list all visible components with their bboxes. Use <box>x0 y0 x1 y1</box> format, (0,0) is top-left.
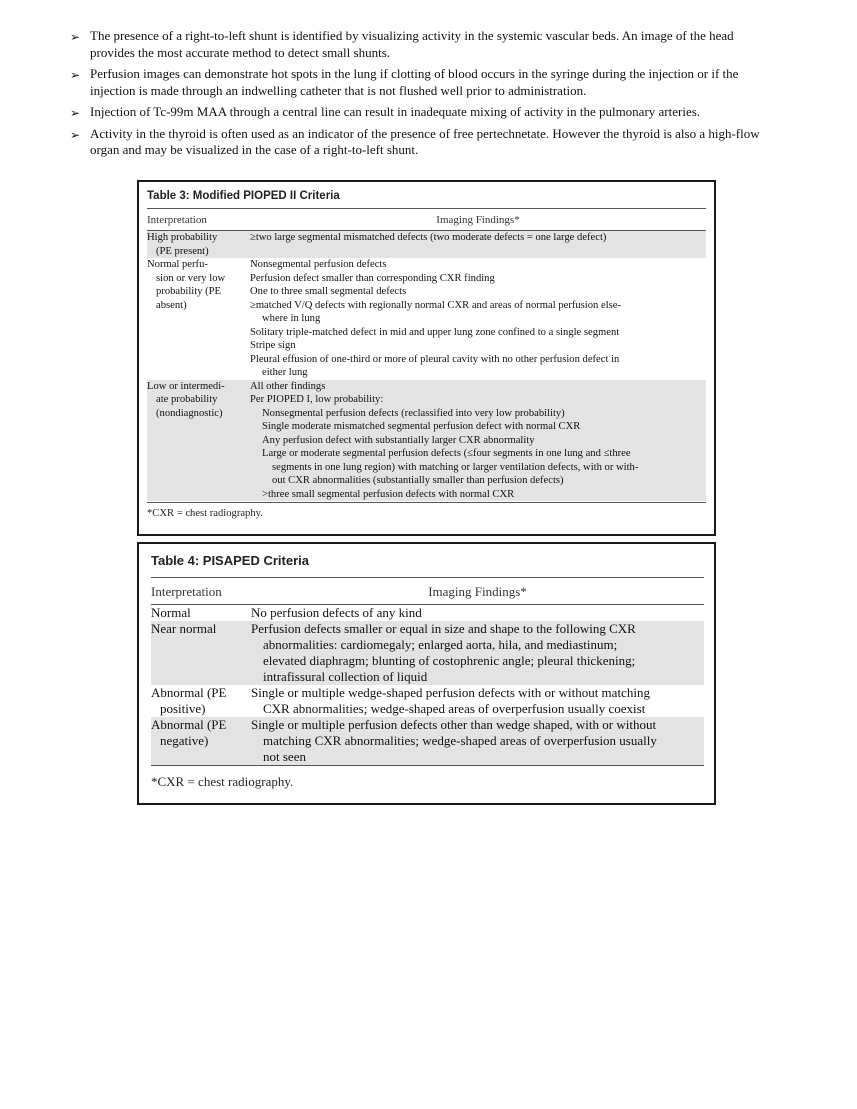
interpretation-cell <box>151 605 251 621</box>
finding-text: elevated diaphragm; blunting of costophrenic angle; pleural thickening; <box>263 653 636 668</box>
findings-cell <box>251 605 704 621</box>
finding-text: segments in one lung region) with matching or larger ventilation defects, with or with- <box>272 461 639 473</box>
table-header-row <box>151 577 704 605</box>
findings-cell <box>251 685 704 717</box>
finding-text: matching CXR abnormalities; wedge-shaped areas of overperfusion usually <box>263 733 657 748</box>
bullet-text-line: organ and may be visualized in the case of a right-to-left shunt. <box>90 142 419 157</box>
interpretation-text: (nondiagnostic) <box>156 407 223 419</box>
interpretation-text: Near normal <box>151 621 217 636</box>
interpretation-text: Abnormal (PE <box>151 685 227 700</box>
findings-cell <box>251 717 704 765</box>
interpretation-text: Normal perfu- <box>147 259 208 270</box>
finding-text: abnormalities: cardiomegaly; enlarged aorta, hila, and mediastinum; <box>263 637 618 652</box>
column-header-findings: Imaging Findings* <box>428 584 527 599</box>
finding-text: Single or multiple perfusion defects other than wedge shaped, with or without <box>251 717 657 732</box>
interpretation-cell <box>151 685 251 717</box>
finding-text: One to three small segmental defects <box>250 286 407 297</box>
finding-text: Nonsegmental perfusion defects <box>250 259 387 270</box>
interpretation-text: High probability <box>147 232 218 243</box>
findings-cell <box>251 621 704 685</box>
bullet-text-line: provides the most accurate method to detect small shunts. <box>90 44 391 60</box>
finding-text: >three small segmental perfusion defects with normal CXR <box>262 488 515 500</box>
interpretation-text: ate probability <box>156 394 218 405</box>
bullet-text-line: Perfusion images can demonstrate hot spots in the lung if clotting of blood occurs in the syringe during the injection or if the <box>90 66 739 81</box>
bullet-text-line: The presence of a right-to-left shunt is identified by visualizing activity in the systemic vascular beds. An image of the head <box>90 28 734 43</box>
finding-text: Single moderate mismatched segmental perfusion defect with normal CXR <box>262 421 581 432</box>
findings-cell <box>250 380 706 502</box>
interpretation-text: Low or intermedi- <box>147 380 225 392</box>
column-header-interpretation: Interpretation <box>147 214 207 226</box>
finding-text: Perfusion defects smaller or equal in size and shape to the following CXR <box>251 621 636 636</box>
findings-cell <box>250 231 706 258</box>
arrow-bullet-icon: ➢ <box>70 68 81 82</box>
finding-text: CXR abnormalities; wedge-shaped areas of overperfusion usually coexist <box>263 701 646 716</box>
interpretation-text: Abnormal (PE <box>151 717 227 732</box>
table-header-row <box>147 208 706 231</box>
column-header-interpretation: Interpretation <box>151 584 222 599</box>
bullet-text-line: injection is made through an indwelling catheter that is not flushed well prior to administration. <box>90 82 587 98</box>
finding-text: ≥matched V/Q defects with regionally normal CXR and areas of normal perfusion else- <box>250 299 621 311</box>
finding-text: Large or moderate segmental perfusion defects (≤four segments in one lung and ≤three <box>262 448 631 459</box>
finding-text: out CXR abnormalities (substantially smaller than perfusion defects) <box>272 475 564 486</box>
interpretation-cell <box>147 258 250 380</box>
finding-text: All other findings <box>250 380 326 392</box>
finding-text: Stripe sign <box>250 340 296 351</box>
finding-text: intrafissural collection of liquid <box>263 669 428 684</box>
table-row <box>151 621 704 685</box>
finding-text: not seen <box>263 749 306 764</box>
finding-text: Perfusion defect smaller than corresponding CXR finding <box>250 272 495 284</box>
bullet-item <box>70 28 815 61</box>
finding-text: Pleural effusion of one-third or more of pleural cavity with no other perfusion defect in <box>250 353 620 365</box>
table-row <box>147 380 706 502</box>
bullet-item <box>70 104 815 121</box>
finding-text: ≥two large segmental mismatched defects (two moderate defects = one large defect) <box>250 232 607 243</box>
table-modified-pioped-ii <box>137 180 716 536</box>
bullet-text-line: Activity in the thyroid is often used as an indicator of the presence of free pertechnetate. However the thyroid is also a high-flow <box>90 125 760 141</box>
arrow-bullet-icon: ➢ <box>70 106 81 120</box>
table-footnote: *CXR = chest radiography. <box>151 765 704 790</box>
interpretation-text: probability (PE <box>156 286 222 297</box>
table-title: Table 4: PISAPED Criteria <box>151 553 309 568</box>
interpretation-text: (PE present) <box>156 245 209 257</box>
finding-text: Solitary triple-matched defect in mid and upper lung zone confined to a single segment <box>250 326 620 338</box>
table-row <box>151 717 704 765</box>
bullet-item <box>70 126 815 159</box>
arrow-bullet-icon: ➢ <box>70 127 81 142</box>
interpretation-cell <box>147 380 250 502</box>
table-body <box>151 605 704 765</box>
finding-text: Per PIOPED I, low probability: <box>250 394 384 405</box>
table-footnote: *CXR = chest radiography. <box>147 502 706 519</box>
table-row <box>147 231 706 258</box>
finding-text: Single or multiple wedge-shaped perfusion defects with or without matching <box>251 685 650 700</box>
bullet-list <box>70 28 815 164</box>
findings-cell <box>250 258 706 380</box>
interpretation-cell <box>151 621 251 685</box>
interpretation-text: positive) <box>160 701 206 716</box>
interpretation-text: negative) <box>160 733 209 748</box>
finding-text: either lung <box>262 367 308 378</box>
bullet-text-line: Injection of Tc-99m MAA through a central line can result in inadequate mixing of activity in the pulmonary arteries. <box>90 104 701 119</box>
interpretation-text: Normal <box>151 605 191 620</box>
table-row <box>147 258 706 380</box>
interpretation-cell <box>151 717 251 765</box>
table-row <box>151 685 704 717</box>
interpretation-cell <box>147 231 250 258</box>
table-pisaped <box>137 542 716 805</box>
interpretation-text: sion or very low <box>156 272 226 284</box>
bullet-item <box>70 66 815 99</box>
table-row <box>151 605 704 621</box>
finding-text: No perfusion defects of any kind <box>251 605 422 620</box>
finding-text: Nonsegmental perfusion defects (reclassified into very low probability) <box>262 407 565 419</box>
arrow-bullet-icon: ➢ <box>70 30 81 44</box>
table-title: Table 3: Modified PIOPED II Criteria <box>147 190 340 202</box>
finding-text: Any perfusion defect with substantially larger CXR abnormality <box>262 434 535 446</box>
table-body <box>147 231 706 501</box>
finding-text: where in lung <box>262 313 321 324</box>
interpretation-text: absent) <box>156 299 187 311</box>
column-header-findings: Imaging Findings* <box>436 214 520 226</box>
